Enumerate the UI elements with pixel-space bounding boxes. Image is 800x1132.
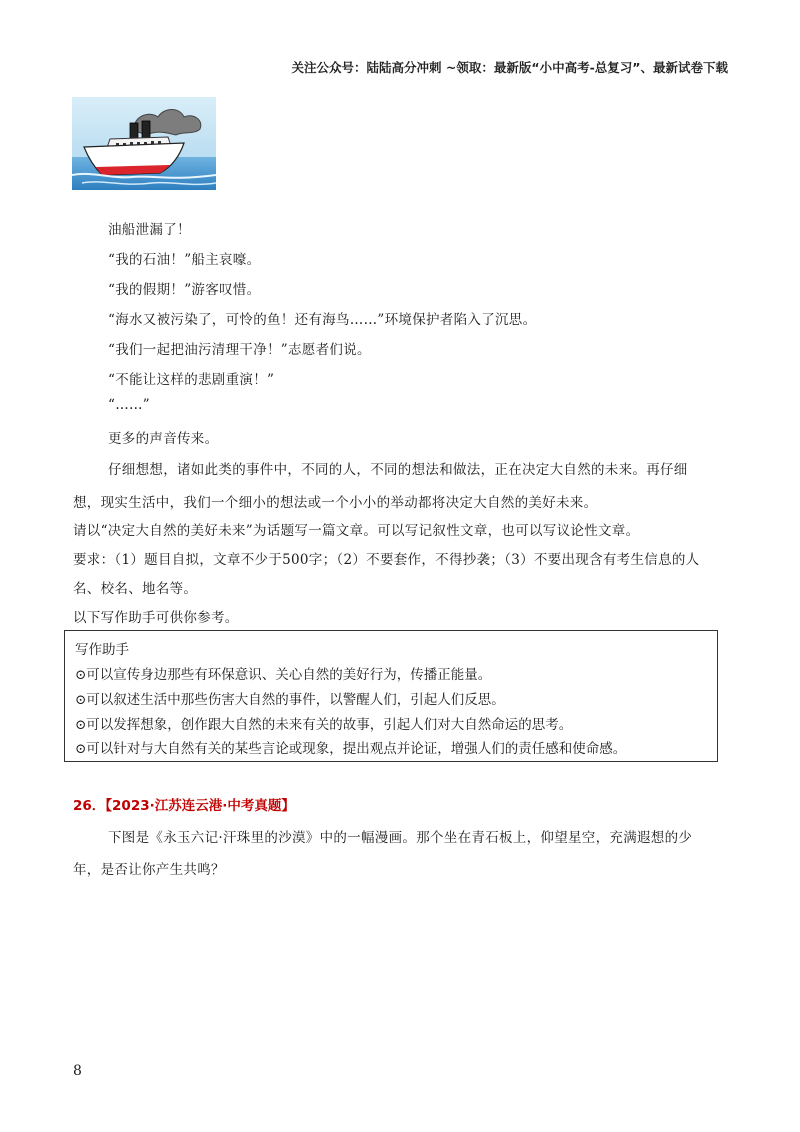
- question-26-title: 26．【2023·江苏连云港·中考真题】: [73, 798, 295, 814]
- passage-line-3: “我的假期！”游客叹惜。: [108, 282, 261, 298]
- question-26-line-1: 下图是《永玉六记·汗珠里的沙漠》中的一幅漫画。那个坐在青石板上，仰望星空，充满遐想的少: [108, 830, 693, 846]
- question-26-line-2: 年，是否让你产生共鸣？: [73, 862, 225, 878]
- page-number: 8: [73, 1063, 82, 1079]
- writing-helper-box: [64, 630, 718, 762]
- helper-title: 写作助手: [75, 642, 129, 658]
- prompt-line-1: 请以“决定大自然的美好未来”为话题写一篇文章。可以写记叙性文章，也可以写议论性文章。: [73, 523, 640, 539]
- passage-line-8: 更多的声音传来。: [108, 431, 219, 447]
- prompt-helper-intro: 以下写作助手可供你参考。: [73, 610, 239, 626]
- passage-line-6: “不能让这样的悲剧重演！”: [108, 372, 275, 388]
- passage-line-2: “我的石油！”船主哀嚎。: [108, 252, 261, 268]
- passage-line-7: “……”: [108, 397, 151, 413]
- page-header: 关注公众号：陆陆高分冲刺 ~领取：最新版“小中高考-总复习”、最新试卷下载: [291, 60, 728, 75]
- helper-item-2: ⊙可以叙述生活中那些伤害大自然的事件，以警醒人们，引起人们反思。: [75, 692, 505, 708]
- passage-paragraph-1: 仔细想想，诸如此类的事件中，不同的人，不同的想法和做法，正在决定大自然的未来。再仔细: [108, 462, 688, 478]
- prompt-requirements: 要求：（1）题目自拟，文章不少于500字；（2）不要套作，不得抄袭；（3）不要出现含有考生信息的人: [73, 552, 700, 568]
- passage-line-1: 油船泄漏了！: [108, 222, 191, 238]
- passage-paragraph-2: 想，现实生活中，我们一个细小的想法或一个小小的举动都将决定大自然的美好未来。: [73, 495, 598, 511]
- helper-item-1: ⊙可以宣传身边那些有环保意识、关心自然的美好行为，传播正能量。: [75, 667, 492, 683]
- passage-line-4: “海水又被污染了，可怜的鱼！还有海鸟……”环境保护者陷入了沉思。: [108, 312, 537, 328]
- oil-ship-illustration: [72, 97, 216, 190]
- passage-line-5: “我们一起把油污清理干净！”志愿者们说。: [108, 342, 371, 358]
- ship-icon: [72, 97, 216, 190]
- helper-item-3: ⊙可以发挥想象，创作跟大自然的未来有关的故事，引起人们对大自然命运的思考。: [75, 717, 573, 733]
- prompt-requirements-cont: 名、校名、地名等。: [73, 581, 198, 597]
- helper-item-4: ⊙可以针对与大自然有关的某些言论或现象，提出观点并论证，增强人们的责任感和使命感。: [75, 741, 627, 757]
